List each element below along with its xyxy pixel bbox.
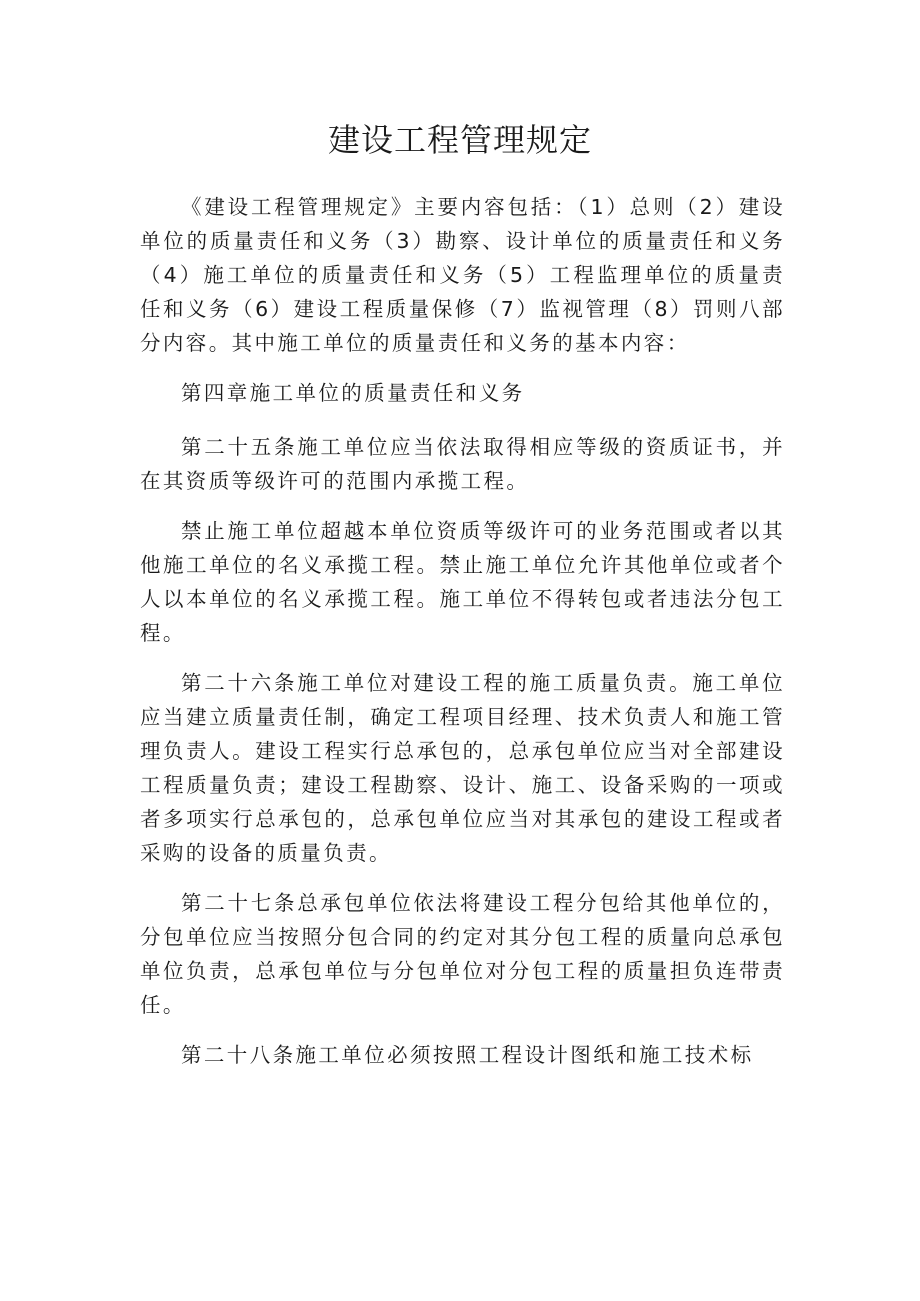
paragraph-chapter-heading: 第四章施工单位的质量责任和义务	[181, 381, 525, 405]
paragraph-article-28: 第二十八条施工单位必须按照工程设计图纸和施工技术标	[181, 1043, 754, 1067]
paragraph-article-27: 第二十七条总承包单位依法将建设工程分包给其他单位的，分包单位应当按照分包合同的约定对其分包工程的质量向总承包单位负责，总承包单位与分包单位对分包工程的质量担负连带责任。	[140, 891, 785, 1017]
paragraph-intro: 《建设工程管理规定》主要内容包括：（1）总则（2）建设单位的质量责任和义务（3）勘察、设计单位的质量责任和义务（4）施工单位的质量责任和义务（5）工程监理单位的质量责任和义务（6）建设工程质量保修（7）监视管理（8）罚则八部分内容。其中施工单位的质量责任和义务的基本内容：	[140, 195, 785, 355]
document-title: 建设工程管理规定	[327, 121, 592, 159]
document-body	[140, 190, 785, 1088]
paragraph-article-25: 第二十五条施工单位应当依法取得相应等级的资质证书，并在其资质等级许可的范围内承揽工程。	[140, 435, 785, 493]
paragraph-prohibitions: 禁止施工单位超越本单位资质等级许可的业务范围或者以其他施工单位的名义承揽工程。禁止施工单位允许其他单位或者个人以本单位的名义承揽工程。施工单位不得转包或者违法分包工程。	[140, 519, 785, 645]
paragraph-article-26: 第二十六条施工单位对建设工程的施工质量负责。施工单位应当建立质量责任制，确定工程项目经理、技术负责人和施工管理负责人。建设工程实行总承包的，总承包单位应当对全部建设工程质量负责；建设工程勘察、设计、施工、设备采购的一项或者多项实行总承包的，总承包单位应当对其承包的建设工程或者采购的设备的质量负责。	[140, 671, 785, 865]
